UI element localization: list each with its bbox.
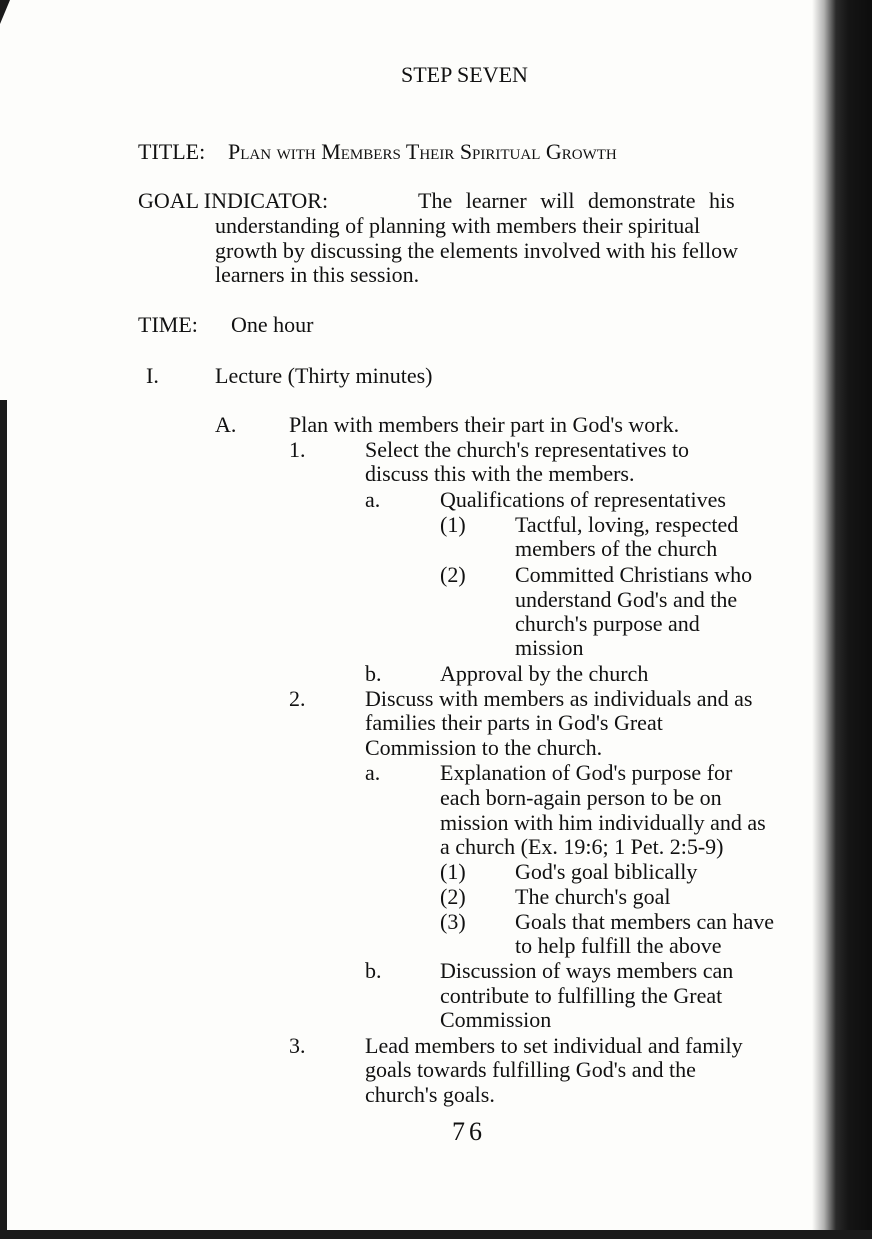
outline-marker-1a: a. [365,487,381,512]
outline-2-line-3: Commission to the church. [365,735,603,760]
outline-marker-2a3: (3) [440,909,466,934]
outline-marker-1a1: (1) [440,512,466,537]
scan-edge-left [0,400,7,1239]
outline-2b-line-3: Commission [440,1007,552,1032]
outline-marker-1a2: (2) [440,562,466,587]
page-heading: STEP SEVEN [401,62,528,87]
outline-marker-I: I. [146,363,159,388]
outline-marker-1b: b. [365,661,382,686]
outline-marker-1: 1. [289,437,306,462]
outline-1b-text: Approval by the church [440,661,649,686]
outline-2a-line-4: a church (Ex. 19:6; 1 Pet. 2:5-9) [440,834,724,859]
outline-1a1-line-2: members of the church [515,536,718,561]
outline-marker-2a1: (1) [440,859,466,884]
outline-1-line-1: Select the church's representatives to [365,437,690,462]
outline-3-line-1: Lead members to set individual and family [365,1033,743,1058]
page-number: 76 [452,1117,486,1146]
scan-edge-top-left [0,0,10,24]
outline-text-A: Plan with members their part in God's work. [289,412,680,437]
outline-2a-line-2: each born-again person to be on [440,785,722,810]
outline-2a2-text: The church's goal [515,884,671,909]
goal-line-3: growth by discussing the elements involved with his fellow [215,238,739,263]
title-text: Plan with Members Their Spiritual Growth [228,139,617,164]
outline-2b-line-1: Discussion of ways members can [440,958,734,983]
outline-2-line-1: Discuss with members as individuals and as [365,686,753,711]
outline-marker-2b: b. [365,958,382,983]
outline-1a2-line-2: understand God's and the [515,587,738,612]
outline-marker-2: 2. [289,686,306,711]
scan-edge-bottom [0,1230,872,1239]
goal-label: GOAL INDICATOR: [138,188,329,213]
outline-1a2-line-1: Committed Christians who [515,562,753,587]
goal-line-4: learners in this session. [215,262,420,287]
outline-2b-line-2: contribute to fulfilling the Great [440,983,723,1008]
outline-marker-3: 3. [289,1033,306,1058]
outline-2a-line-3: mission with him individually and as [440,810,766,835]
outline-text-I: Lecture (Thirty minutes) [215,363,433,388]
goal-line-1: The learner will demonstrate his [418,188,735,213]
outline-1a-text: Qualifications of representatives [440,487,726,512]
scan-edge-right [812,0,872,1239]
outline-1a2-line-4: mission [515,635,584,660]
outline-1-line-2: discuss this with the members. [365,461,635,486]
outline-marker-2a2: (2) [440,884,466,909]
outline-marker-A: A. [215,412,237,437]
outline-2a1-text: God's goal biblically [515,859,698,884]
time-label: TIME: [138,312,198,337]
outline-2a3-line-1: Goals that members can have [515,909,775,934]
time-text: One hour [231,312,314,337]
outline-2-line-2: families their parts in God's Great [365,710,663,735]
outline-1a2-line-3: church's purpose and [515,611,700,636]
outline-2a3-line-2: to help fulfill the above [515,933,722,958]
outline-1a1-line-1: Tactful, loving, respected [515,512,739,537]
goal-line-2: understanding of planning with members their spiritual [215,213,701,238]
outline-marker-2a: a. [365,760,381,785]
outline-3-line-3: church's goals. [365,1082,495,1107]
outline-3-line-2: goals towards fulfilling God's and the [365,1057,696,1082]
outline-2a-line-1: Explanation of God's purpose for [440,760,733,785]
title-label: TITLE: [138,139,206,164]
